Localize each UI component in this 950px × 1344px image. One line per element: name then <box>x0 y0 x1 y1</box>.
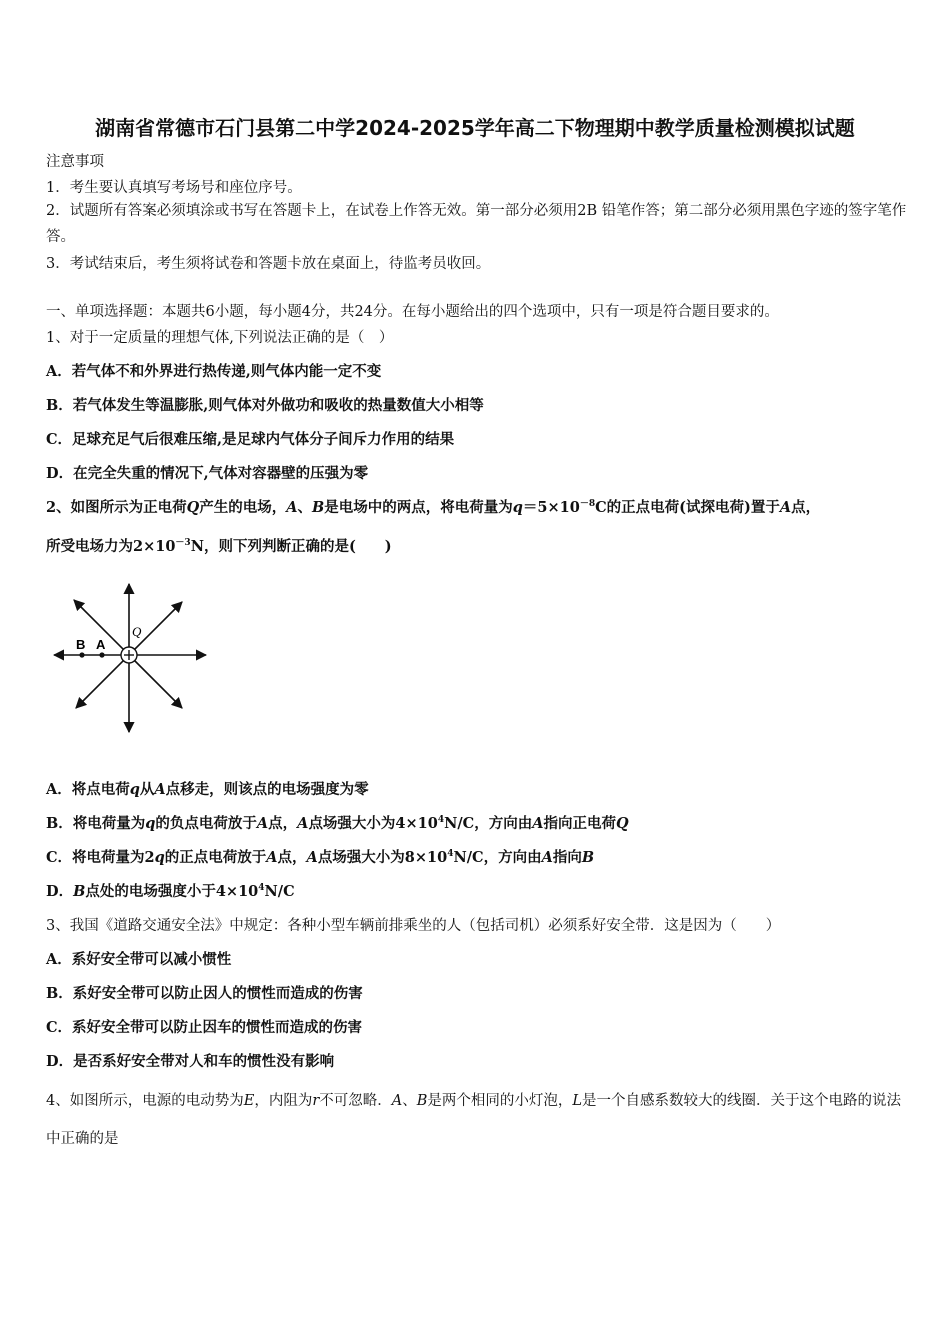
label-b: B <box>76 637 86 652</box>
q3-option-c: C．系好安全带可以防止因车的惯性而造成的伤害 <box>46 1019 363 1036</box>
point-b-dot <box>79 652 84 657</box>
point-a-dot <box>99 652 104 657</box>
notice-item-1: 1．考生要认真填写考场号和座位序号。 <box>46 180 302 196</box>
notice-item-3: 3．考试结束后，考生须将试卷和答题卡放在桌面上，待监考员收回。 <box>46 256 491 272</box>
q1-option-a: A．若气体不和外界进行热传递,则气体内能一定不变 <box>46 363 382 380</box>
field-line-down-left <box>76 655 129 708</box>
q2-option-a: A．将点电荷q从A点移走，则该点的电场强度为零 <box>46 781 369 798</box>
q1-option-c: C．足球充足气后很难压缩,是足球内气体分子间斥力作用的结果 <box>46 431 455 448</box>
notice-item-2: 2．试题所有答案必须填涂或书写在答题卡上，在试卷上作答无效。第一部分必须用2B 铅笔作答；第二部分必须用黑色字迹的签字笔作答。 <box>46 203 907 245</box>
q3-option-a: A．系好安全带可以减小惯性 <box>46 951 232 968</box>
q2-option-d: D．B点处的电场强度小于$4\times 10^4N/C$ <box>46 883 295 900</box>
q1-stem: 1、对于一定质量的理想气体,下列说法正确的是（ ） <box>46 330 394 346</box>
notice-heading: 注意事项 <box>46 154 104 170</box>
q3-stem: 3、我国《道路交通安全法》中规定：各种小型车辆前排乘坐的人（包括司机）必须系好安全带．这是因为（ ） <box>46 918 781 934</box>
q2-option-c: C．将电荷量为2q的正点电荷放于A点，A点场强大小为$8\times 10^4N/C$，方向由A指向B <box>46 849 595 866</box>
q1-option-d: D．在完全失重的情况下,气体对容器壁的压强为零 <box>46 465 369 482</box>
page-title: 湖南省常德市石门县第二中学2024-2025学年高二下物理期中教学质量检测模拟试题 <box>95 116 855 140</box>
q4-stem: 4、如图所示，电源的电动势为E，内阻为r不可忽略．A、B是两个相同的小灯泡，L是一个自感系数较大的线圈．关于这个电路的说法中正确的是 <box>46 1093 902 1147</box>
label-a: A <box>96 637 106 652</box>
field-line-down-right <box>129 655 182 708</box>
q1-option-b: B．若气体发生等温膨胀,则气体对外做功和吸收的热量数值大小相等 <box>46 397 484 414</box>
q2-option-b: B．将电荷量为q的负点电荷放于A点，A点场强大小为$4\times 10^4N/C$，方向由A指向正电荷Q <box>46 815 629 832</box>
label-q: Q <box>132 624 142 639</box>
q3-option-b: B．系好安全带可以防止因人的惯性而造成的伤害 <box>46 985 363 1002</box>
section-heading: 一、单项选择题：本题共6小题，每小题4分，共24分。在每小题给出的四个选项中，只有一项是符合题目要求的。 <box>46 304 779 320</box>
electric-field-figure <box>46 572 214 742</box>
q2-stem-line2: 所受电场力为$2\times 10^{-3}N$，则下列判断正确的是( ) <box>46 538 392 555</box>
q3-option-d: D．是否系好安全带对人和车的惯性没有影响 <box>46 1053 335 1070</box>
q2-stem-line1: 2、如图所示为正电荷Q产生的电场，A、B是电场中的两点，将电荷量为$q=5\times 10^{-8}C$的正点电荷(试探电荷)置于A点， <box>46 499 821 516</box>
